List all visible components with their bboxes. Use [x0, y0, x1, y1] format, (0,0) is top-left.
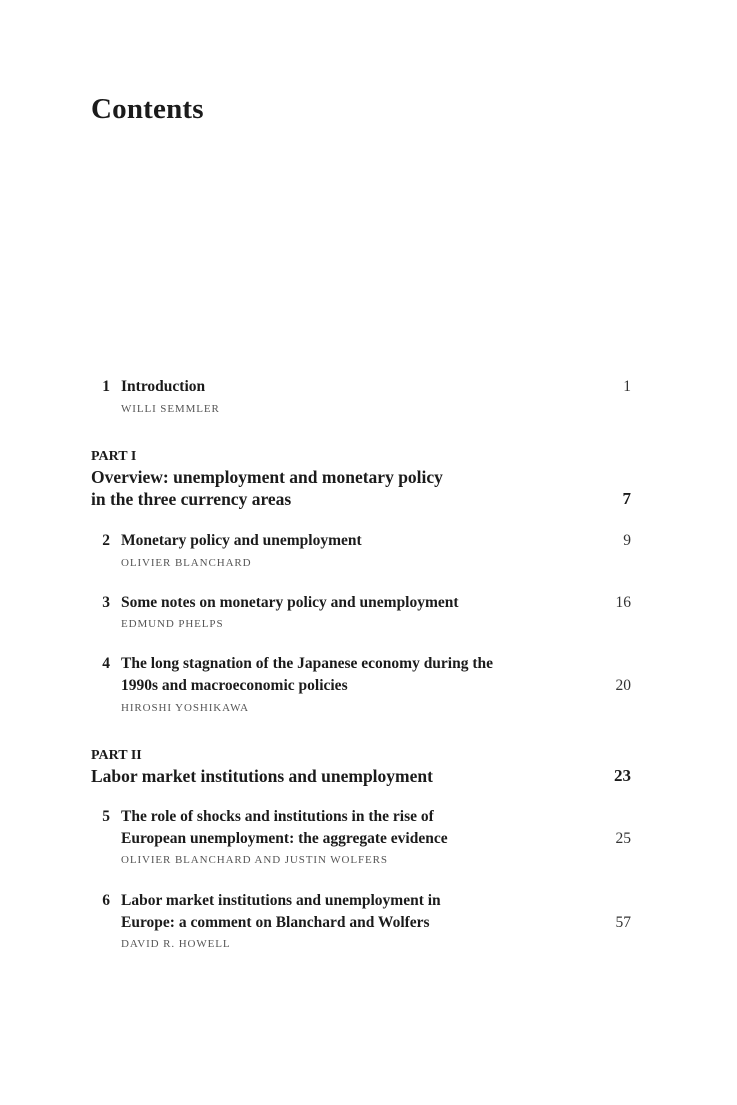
chapter-author: EDMUND PHELPS [121, 618, 224, 630]
page-number: 9 [623, 532, 631, 549]
toc-entry-chapter-5[interactable] [91, 806, 631, 866]
toc-entry-chapter-3[interactable] [91, 592, 631, 630]
toc-entry-chapter-4[interactable] [91, 653, 631, 714]
part-label: PART I [91, 449, 137, 464]
chapter-number: 5 [102, 808, 110, 825]
chapter-title[interactable]: Introduction [121, 378, 206, 395]
chapter-number: 1 [102, 378, 110, 395]
part-title-line-1[interactable] [91, 765, 631, 787]
toc-entry-chapter-1[interactable] [91, 376, 631, 415]
part-heading-1[interactable] [91, 448, 631, 510]
chapter-author: DAVID R. HOWELL [121, 938, 231, 950]
part-heading-2[interactable] [91, 747, 631, 787]
chapter-title-line-2[interactable]: European unemployment: the aggregate evidence [121, 830, 448, 847]
page-number: 57 [615, 914, 631, 931]
page-number: 7 [622, 489, 631, 508]
page-number: 1 [623, 378, 631, 395]
chapter-author: OLIVIER BLANCHARD [121, 557, 252, 569]
chapter-number: 2 [102, 532, 110, 549]
toc-entry-chapter-6[interactable] [91, 890, 631, 950]
chapter-author: OLIVIER BLANCHARD AND JUSTIN WOLFERS [121, 854, 388, 866]
chapter-number: 4 [102, 655, 110, 672]
chapter-number: 3 [102, 594, 110, 611]
chapter-title-line-1[interactable]: Labor market institutions and unemployment in [121, 892, 441, 909]
chapter-title-line-1[interactable]: The role of shocks and institutions in the rise of [121, 808, 434, 825]
page-number: 16 [615, 594, 631, 611]
part-title-line-1-text[interactable]: Labor market institutions and unemployment [91, 766, 433, 786]
page-title: Contents [91, 93, 204, 125]
chapter-title-line-2[interactable]: 1990s and macroeconomic policies [121, 677, 348, 694]
page-number: 20 [615, 677, 631, 694]
chapter-title[interactable]: Monetary policy and unemployment [121, 532, 362, 549]
part-title-line-2[interactable] [91, 488, 631, 510]
chapter-title-line-2[interactable]: Europe: a comment on Blanchard and Wolfers [121, 914, 430, 931]
chapter-author: HIROSHI YOSHIKAWA [121, 702, 249, 714]
toc-entry-chapter-2[interactable] [91, 530, 631, 569]
page-number: 25 [615, 830, 631, 847]
chapter-number: 6 [102, 892, 110, 909]
chapter-author: WILLI SEMMLER [121, 403, 220, 415]
part-title-line-2-text[interactable]: in the three currency areas [91, 489, 292, 509]
page-number: 23 [614, 766, 631, 785]
chapter-title-line-1[interactable]: The long stagnation of the Japanese economy during the [121, 655, 494, 672]
part-title-line-1[interactable]: Overview: unemployment and monetary policy [91, 467, 443, 487]
chapter-title[interactable]: Some notes on monetary policy and unemployment [121, 594, 459, 611]
part-label: PART II [91, 748, 142, 763]
